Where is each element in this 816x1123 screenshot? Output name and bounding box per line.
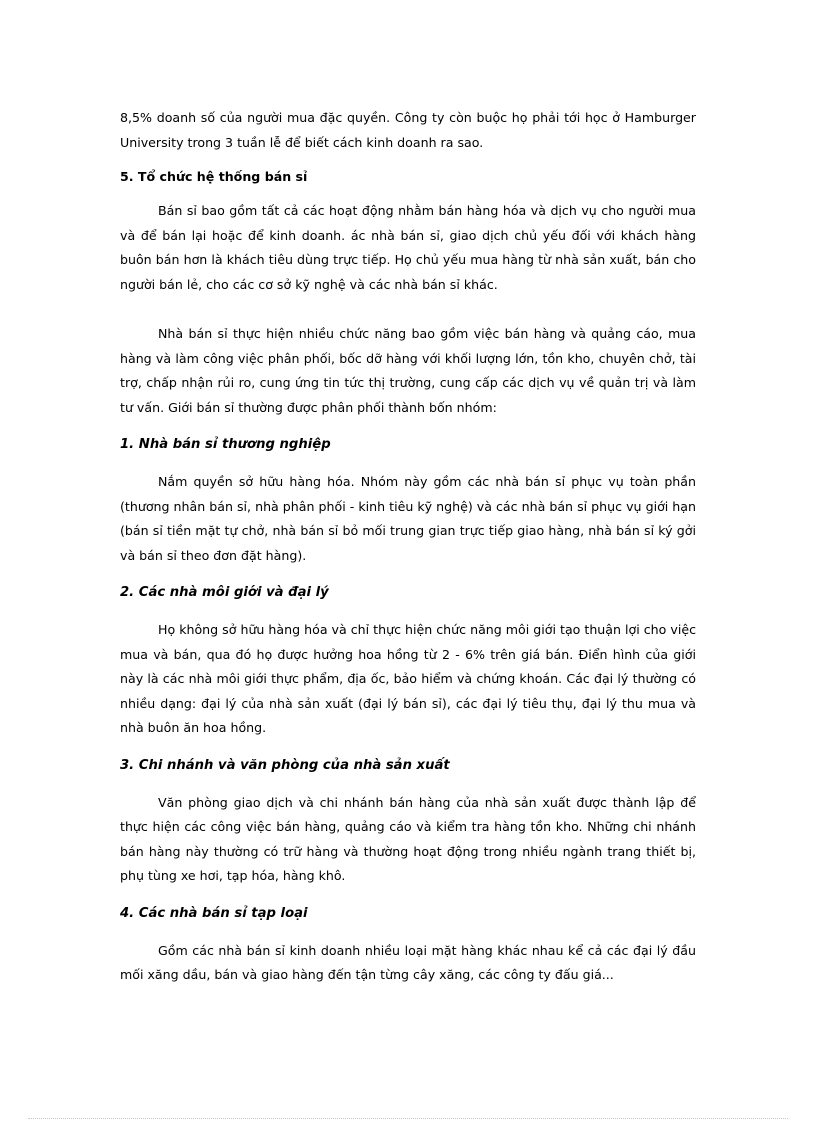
group-heading-1: 1. Nhà bán sỉ thương nghiệp [120, 437, 331, 452]
group-heading-4: 4. Các nhà bán sỉ tạp loại [120, 905, 308, 921]
group-paragraph-3: Văn phòng giao dịch và chi nhánh bán hàng của nhà sản xuất được thành lập để thực hiện các công việc bán hàng, quảng cáo và kiểm tra hàng tồn kho. Những chi nhánh bán hàng này thường có trữ hàng và thường hoạt động trong nhiều ngành trang thiết bị, phụ tùng xe hơi, tạp hóa, hàng khô. [120, 794, 696, 883]
group-paragraph-1: Nắm quyền sở hữu hàng hóa. Nhóm này gồm các nhà bán sỉ phục vụ toàn phần (thương nhân bán sỉ, nhà phân phối - kinh tiêu kỹ nghệ) và các nhà bán sỉ phục vụ giới hạn (bán sỉ tiền mặt tự chở, nhà bán sỉ bỏ mối trung gian trực tiếp giao hàng, nhà bán sỉ ký gởi và bán sỉ theo đơn đặt hàng). [120, 474, 696, 563]
group-heading-2: 2. Các nhà môi giới và đại lý [120, 585, 329, 600]
group-paragraph-4: Gồm các nhà bán sỉ kinh doanh nhiều loại mặt hàng khác nhau kể cả các đại lý đầu mối xăng dầu, bán và giao hàng đến tận từng cây xăng, các công ty đấu giá... [120, 942, 696, 982]
group-heading-3: 3. Chi nhánh và văn phòng của nhà sản xuất [120, 757, 450, 773]
page-bottom-divider [28, 1118, 788, 1119]
intro-paragraph: 8,5% doanh số của người mua đặc quyền. Công ty còn buộc họ phải tới học ở Hamburger University trong 3 tuần lễ để biết cách kinh doanh ra sao. [120, 110, 696, 150]
section-paragraph-1: Bán sỉ bao gồm tất cả các hoạt động nhằm bán hàng hóa và dịch vụ cho người mua và để bán lại hoặc để kinh doanh. ác nhà bán sỉ, giao dịch chủ yếu đối với khách hàng buôn bán hơn là khách tiêu dùng trực tiếp. Họ chủ yếu mua hàng từ nhà sản xuất, bán cho người bán lẻ, cho các cơ sở kỹ nghệ và các nhà bán sỉ khác. [120, 203, 696, 292]
document-body [120, 106, 696, 988]
group-paragraph-2: Họ không sở hữu hàng hóa và chỉ thực hiện chức năng môi giới tạo thuận lợi cho việc mua và bán, qua đó họ được hưởng hoa hồng từ 2 - 6% trên giá bán. Điển hình của giới này là các nhà môi giới thực phẩm, địa ốc, bảo hiểm và chứng khoán. Các đại lý thường có nhiều dạng: đại lý của nhà sản xuất (đại lý bán sỉ), các đại lý tiêu thụ, đại lý thu mua và nhà buôn ăn hoa hồng. [120, 622, 696, 735]
section-paragraph-2: Nhà bán sỉ thực hiện nhiều chức năng bao gồm việc bán hàng và quảng cáo, mua hàng và làm công việc phân phối, bốc dỡ hàng với khối lượng lớn, tồn kho, chuyên chở, tài trợ, chấp nhận rủi ro, cung ứng tin tức thị trường, cung cấp các dịch vụ về quản trị và làm tư vấn. Giới bán sỉ thường được phân phối thành bốn nhóm: [120, 326, 696, 415]
section-heading: 5. Tổ chức hệ thống bán sỉ [120, 169, 308, 184]
